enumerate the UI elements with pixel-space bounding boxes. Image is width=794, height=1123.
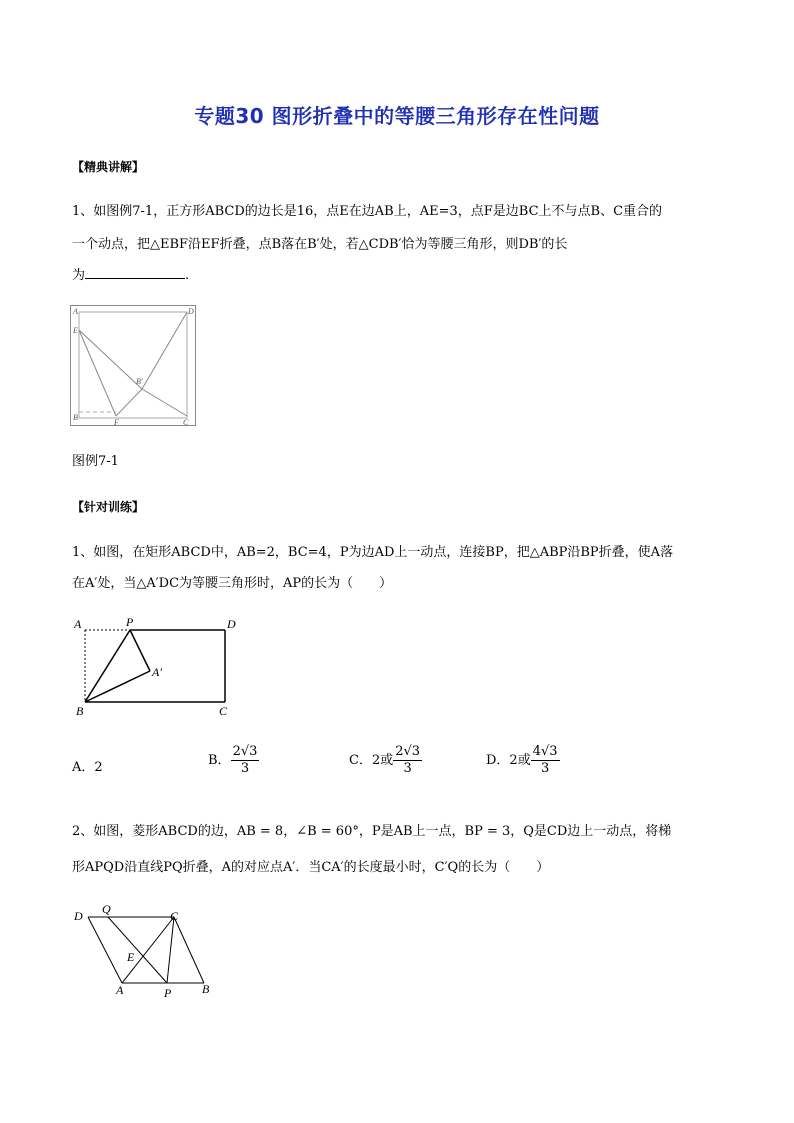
section-heading-training: 【针对训练】 <box>72 500 145 514</box>
q1-option-d[interactable] <box>486 744 560 777</box>
figure-q1-rectangle <box>70 612 250 722</box>
figure-caption: 图例7-1 <box>72 454 119 469</box>
q1-option-b-fraction <box>231 744 260 777</box>
q1-option-b-numerator: 2√3 <box>232 744 258 759</box>
label-a-prime: A′ <box>152 665 162 679</box>
label-b: B <box>73 413 78 422</box>
label-c: C <box>170 909 179 923</box>
segment-db-prime <box>142 312 187 389</box>
q1-option-d-fraction <box>531 744 560 777</box>
square-abcd <box>79 312 187 418</box>
label-d: D <box>74 909 83 923</box>
q1-option-c-fraction <box>393 744 422 777</box>
label-b-prime: B′ <box>136 377 143 386</box>
segment-cb <box>174 917 204 983</box>
label-d: D <box>227 617 236 631</box>
example-line-3 <box>72 266 189 285</box>
figure-frame <box>71 306 196 426</box>
label-q: Q <box>102 902 111 916</box>
q1-option-d-denominator: 3 <box>540 761 550 776</box>
segment-pa-prime <box>130 630 150 671</box>
q1-option-c-denominator: 3 <box>403 761 412 776</box>
q1-option-c[interactable] <box>349 744 422 777</box>
figure-q2-rhombus <box>70 900 220 1002</box>
label-e: E <box>127 950 135 964</box>
q1-line-2: 在A′处，当△A′DC为等腰三角形时，AP的长为（ ） <box>72 576 393 591</box>
figure-example-7-1 <box>70 305 197 427</box>
label-p: P <box>164 986 172 1000</box>
q1-option-b[interactable] <box>208 744 259 777</box>
label-b: B <box>202 982 210 996</box>
segment-cp <box>167 917 174 983</box>
example-line-1: 1、如图例7-1，正方形ABCD的边长是16，点E在边AB上，AE=3，点F是边BC上不与点B、C重合的 <box>72 204 663 219</box>
page-title: 专题30 图形折叠中的等腰三角形存在性问题 <box>194 104 600 128</box>
segment-fb-prime <box>116 389 142 416</box>
q2-line-2: 形APQD沿直线PQ折叠，A的对应点A′．当CA′的长度最小时，C′Q的长为（ ） <box>72 860 550 875</box>
label-c: C <box>183 418 189 427</box>
example-line-3-suffix: . <box>185 268 190 283</box>
label-a: A <box>116 983 124 997</box>
q1-option-d-prefix: D．2或 <box>486 753 531 768</box>
segment-cb-prime <box>142 389 187 416</box>
q1-option-d-numerator: 4√3 <box>532 744 558 759</box>
answer-blank <box>85 266 185 279</box>
label-a: A <box>73 307 78 316</box>
q1-option-c-prefix: C．2或 <box>349 753 394 768</box>
label-c: C <box>219 704 228 718</box>
q1-line-1: 1、如图，在矩形ABCD中，AB=2，BC=4，P为边AD上一动点，连接BP，把△ABP沿BP折叠，使A落 <box>72 545 674 560</box>
q2-line-1: 2、如图，菱形ABCD的边，AB = 8，∠B = 60°，P是AB上一点，BP = 3，Q是CD边上一动点，将梯 <box>72 824 672 839</box>
label-e: E <box>73 326 78 335</box>
label-p: P <box>126 615 134 629</box>
fold-line-ef <box>79 330 116 416</box>
example-line-3-prefix: 为 <box>72 268 86 283</box>
label-a: A <box>74 617 82 631</box>
q1-option-a[interactable]: A．2 <box>72 760 103 775</box>
segment-eb-prime <box>79 330 142 389</box>
example-line-2: 一个动点，把△EBF沿EF折叠，点B落在B′处，若△CDB′恰为等腰三角形，则DB′的长 <box>72 237 568 252</box>
label-b: B <box>76 704 84 718</box>
label-d: D <box>188 307 194 316</box>
q1-option-b-prefix: B． <box>208 753 231 768</box>
q1-option-b-denominator: 3 <box>240 761 250 776</box>
q1-option-c-numerator: 2√3 <box>395 744 421 759</box>
label-f: F <box>114 418 119 427</box>
section-heading-explanation: 【精典讲解】 <box>72 160 145 174</box>
